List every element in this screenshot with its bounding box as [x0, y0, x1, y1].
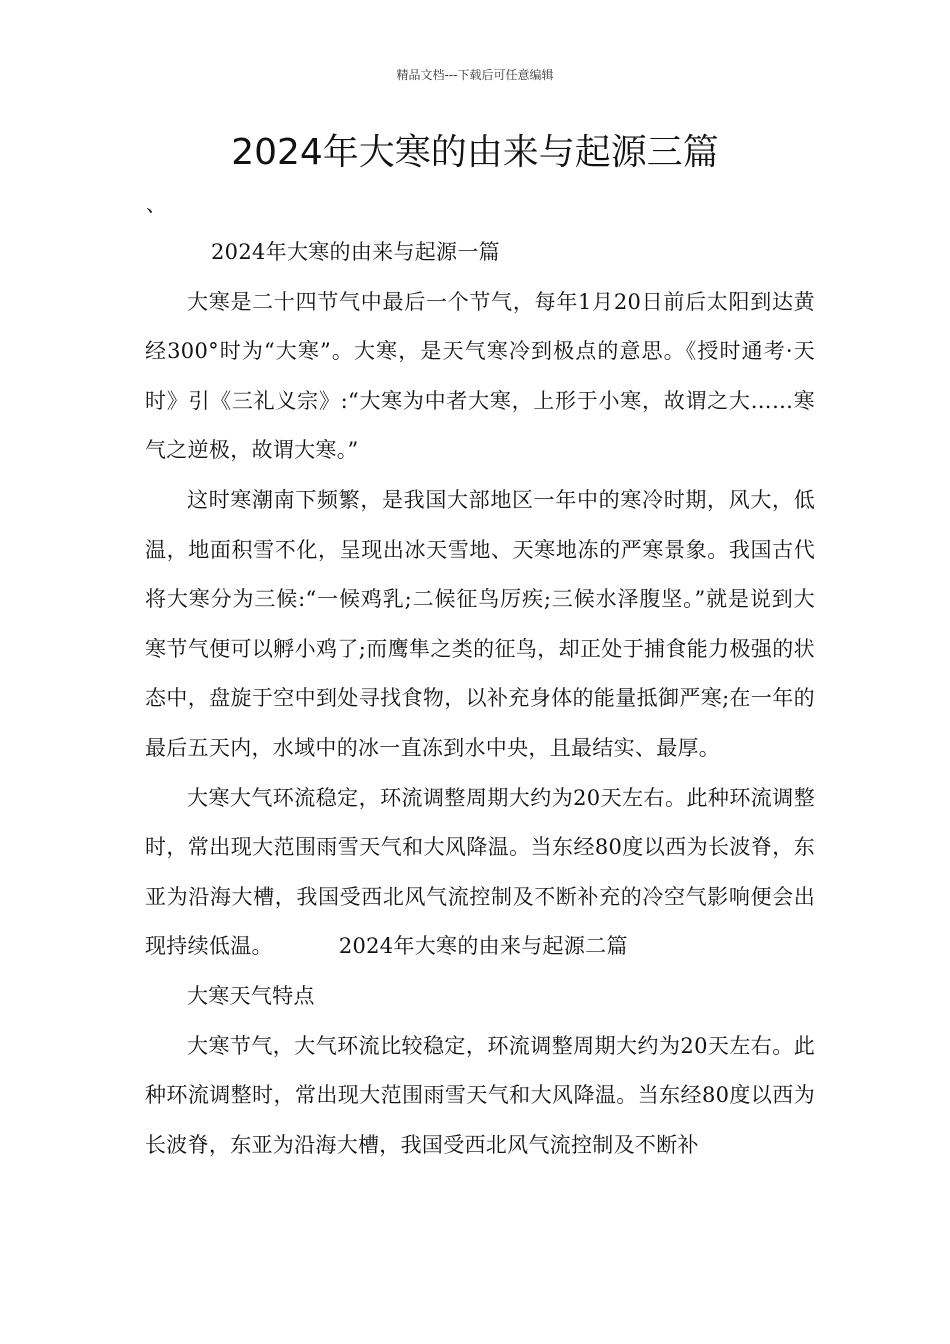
document-title: 2024年大寒的由来与起源三篇 [231, 132, 719, 173]
paragraph-2: 这时寒潮南下频繁，是我国大部地区一年中的寒冷时期，风大，低温，地面积雪不化，呈现出冰天雪地、天寒地冻的严寒景象。我国古代将大寒分为三候:“一候鸡乳;二候征鸟厉疾;三候水泽腹坚。”就是说到大寒节气便可以孵小鸡了;而鹰隼之类的征鸟，却正处于捕食能力极强的状态中，盘旋于空中到处寻找食物，以补充身体的能量抵御严寒;在一年的最后五天内，水域中的冰一直冻到水中央，且最结实、最厚。 [145, 487, 815, 760]
section-1-heading: 2024年大寒的由来与起源一篇 [211, 240, 500, 264]
paragraph-3-text: 大寒大气环流稳定，环流调整周期大约为20天左右。此种环流调整时，常出现大范围雨雪天气和大风降温。当东经80度以西为长波脊，东亚为沿海大槽，我国受西北风气流控制及不断补充的冷空气影响便会出现持续低温。 [145, 785, 815, 959]
paragraph-5: 大寒节气，大气环流比较稳定，环流调整周期大约为20天左右。此种环流调整时，常出现大范围雨雪天气和大风降温。当东经80度以西为长波脊，东亚为沿海大槽，我国受西北风气流控制及不断补 [145, 1033, 815, 1157]
header-note: 精品文档---下载后可任意编辑 [396, 68, 554, 82]
document-body [145, 228, 815, 1170]
stray-punctuation: 、 [146, 192, 166, 216]
paragraph-4: 大寒天气特点 [187, 983, 315, 1008]
paragraph-3 [145, 774, 815, 972]
section-2-heading: 2024年大寒的由来与起源二篇 [338, 934, 628, 959]
paragraph-1: 大寒是二十四节气中最后一个节气，每年1月20日前后太阳到达黄经300°时为“大寒”。大寒，是天气寒冷到极点的意思。《授时通考·天时》引《三礼义宗》:“大寒为中者大寒，上形于小寒，故谓之大……寒气之逆极，故谓大寒。” [145, 289, 815, 463]
